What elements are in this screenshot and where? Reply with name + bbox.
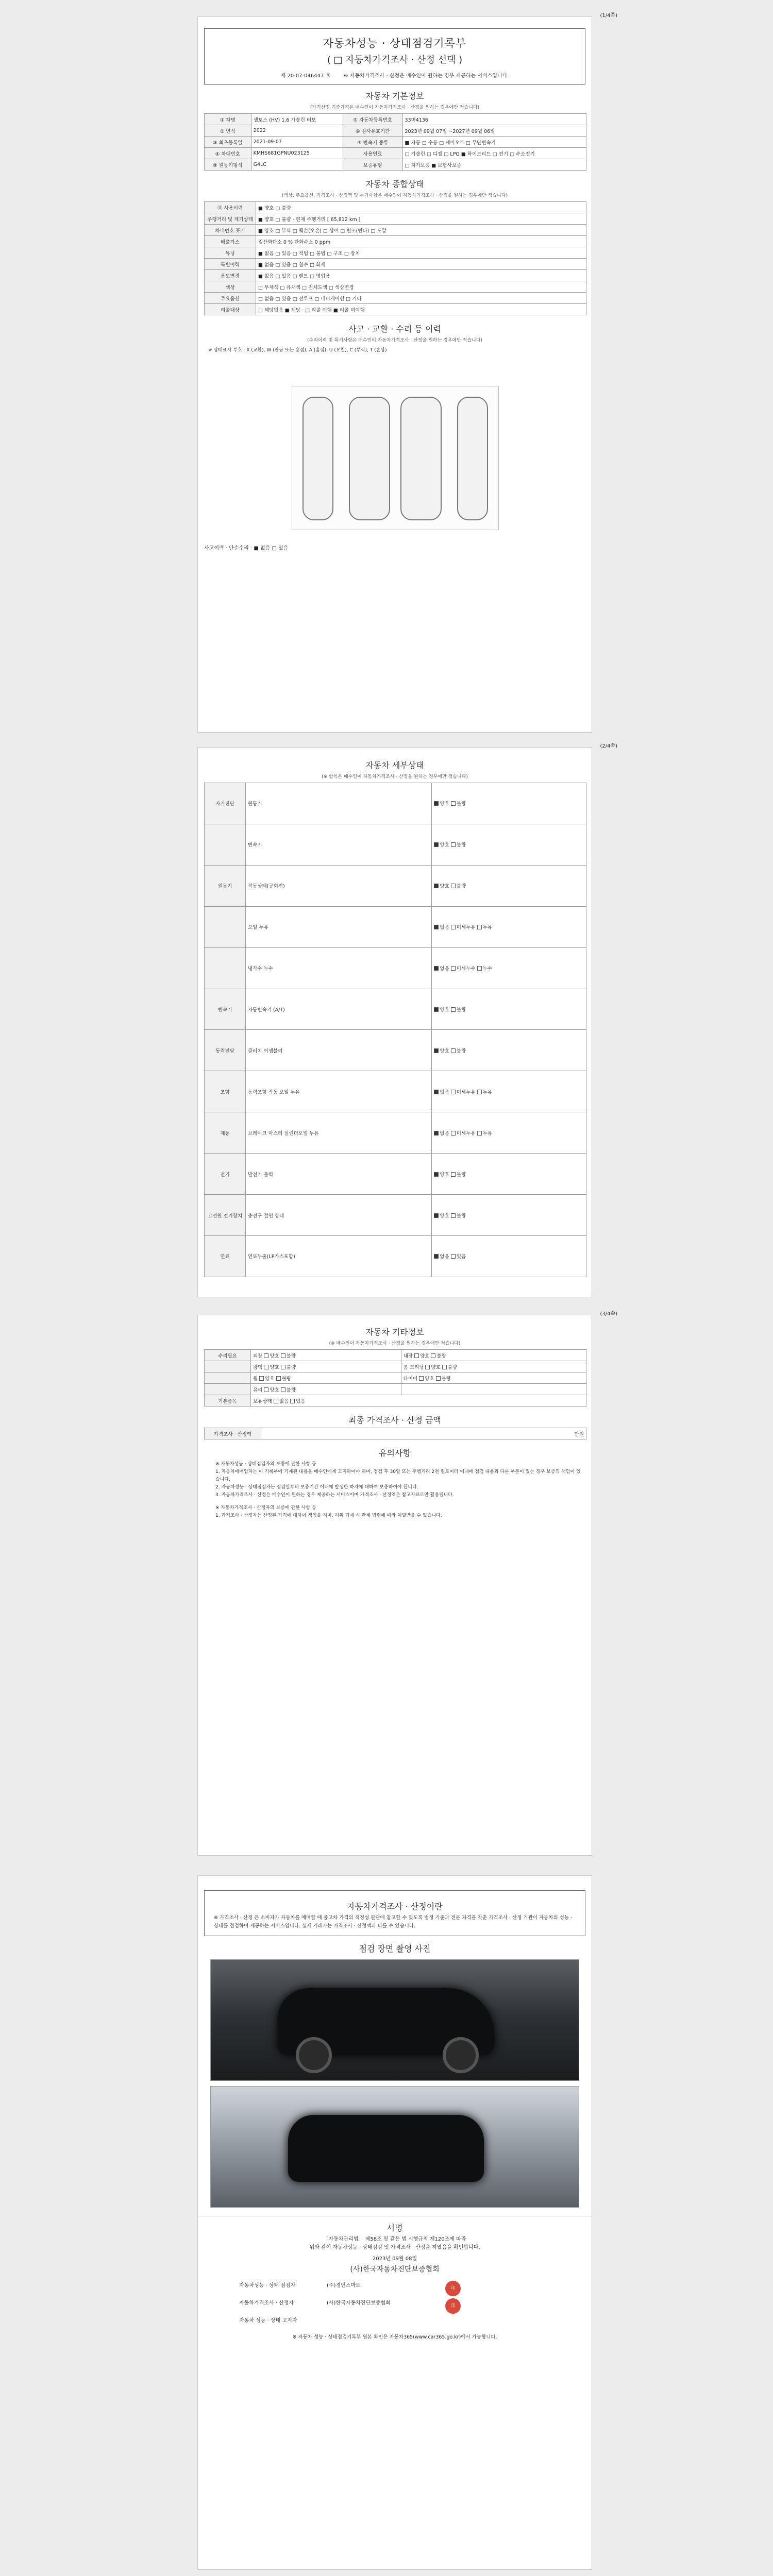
- section-pricing-explain-title: 자동차가격조사 · 산정이란: [347, 1902, 443, 1911]
- page-number: (3/4쪽): [600, 1311, 617, 1317]
- car-top-rear-icon: [400, 397, 442, 520]
- page-1: [197, 13, 617, 733]
- page-2: [197, 743, 617, 1297]
- section-signature-title: 서명: [198, 2216, 592, 2233]
- seal-stamp: 印: [445, 2298, 461, 2314]
- section-price-title: 최종 가격조사 · 산정 금액: [348, 1415, 441, 1425]
- signer-row: 자동차가격조사 · 산정자 (사)한국자동차진단보증협회 印: [239, 2298, 592, 2314]
- price-table: 가격조사 · 산정액 만원: [204, 1428, 586, 1439]
- page-number: (2/4쪽): [600, 743, 617, 749]
- table-row: ① 차명 셀토스 (HV) 1.6 가솔린 터보 ⑤ 자동차등록번호 33머4136: [205, 114, 586, 125]
- page-4: [197, 1875, 592, 2570]
- pricing-explanation-box: [204, 1890, 585, 1936]
- section-overall-note: (색상, 주요옵션, 가격조사 · 산정액 및 특기사항은 매수인이 자동차가격조사 · 산정을 원하는 경우에만 적습니다): [281, 193, 508, 198]
- signature-date: 2023년 09월 08일: [372, 2256, 417, 2262]
- section-other-note: (※ 매수인이 자동차가격조사 · 산정을 원하는 경우에만 적습니다): [329, 1341, 461, 1346]
- list-item: 2. 자동차성능 · 상태점검자는 점검일부터 보증기간 이내에 발생한 하자에 대하여 보증하여야 합니다.: [215, 1485, 418, 1490]
- other-info-table: 수리필요 외장 양호 불량 내장 양호 불량 광택 양호 불량 룸 크리닝 양호 불량 휠 양호 불량 타이어 양호 불량 유리 양호 불량 기본품목 보유상태 없음 있음: [204, 1349, 586, 1406]
- table-row: 리콜대상 □ 해당없음 ■ 해당 · □ 리콜 이행 ■ 리콜 미이행: [205, 304, 586, 315]
- table-row: 용도변경 ■ 없음 □ 있음 □ 렌트 □ 영업용: [205, 270, 586, 281]
- section-detail-title: 자동차 세부상태: [365, 760, 424, 770]
- table-row: 배출가스 일산화탄소 0 % 탄화수소 0 ppm: [205, 236, 586, 247]
- notice-list: [215, 1461, 584, 1520]
- list-item: ※ 자동차성능 · 상태점검자의 보증에 관한 사항 등: [215, 1462, 316, 1467]
- seal-stamp: 印: [445, 2281, 461, 2296]
- table-row: 주요옵션 □ 없음 □ 있음 □ 선루프 □ 네비게이션 □ 기타: [205, 293, 586, 304]
- list-item: 3. 자동차가격조사 · 산정은 매수인이 원하는 경우 제공하는 서비스이며 가격조사 · 산정액은 참고자료로만 활용됩니다.: [215, 1493, 454, 1498]
- section-accident-title: 사고 · 교환 · 수리 등 이력: [348, 324, 441, 334]
- accident-legend: ※ 상태표시 부호 : X (교환), W (판금 또는 용접), A (흠집), U (요철), C (부식), T (손상): [208, 348, 387, 353]
- table-row: ③ 최초등록일 2021-09-07 ⑦ 변속기 종류 ■ 자동 □ 수동 □ 세미오토 □ 무단변속기: [205, 137, 586, 148]
- section-accident-note: (수리이력 및 특기사항은 매수인이 자동차가격조사 · 산정을 원하는 경우에만 적습니다): [307, 338, 482, 343]
- list-item: ※ 자동차가격조사 · 산정자의 보증에 관한 사항 등: [215, 1505, 316, 1511]
- inspection-photo-front: [210, 1959, 579, 2081]
- signature-org: (사)한국자동차진단보증협회: [350, 2265, 440, 2274]
- table-row: 튜닝 ■ 없음 □ 있음 □ 적법 □ 불법 □ 구조 □ 장치: [205, 247, 586, 259]
- table-row: ④ 차대번호 KMHS681GPNU023125 사용연료 □ 가솔린 □ 디젤 □ LPG ■ 하이브리드 □ 전기 □ 수소전기: [205, 148, 586, 159]
- car-side-right-icon: [457, 397, 488, 520]
- section-detail-note: (※ 항목은 매수인이 자동차가격조사 · 산정을 원하는 경우에만 적습니다): [322, 774, 468, 779]
- signature-footer: ※ 자동차 성능 · 상태점검기록부 원본 확인은 자동차365(www.car365.go.kr)에서 가능합니다.: [292, 2334, 497, 2340]
- table-row: 색상 □ 무채색 □ 유채색 □ 전체도색 □ 색상변경: [205, 281, 586, 293]
- car-top-front-icon: [349, 397, 390, 520]
- section-other-title: 자동차 기타정보: [365, 1327, 424, 1337]
- overall-status-table: [204, 201, 586, 315]
- section-basic-info-title: 자동차 기본정보: [365, 91, 424, 101]
- table-row: ⑨ 원동기형식 G4LC 보증유형 □ 자가보증 ■ 보험사보증: [205, 159, 586, 171]
- table-row: 차대번호 표기 ■ 양호 □ 부식 □ 훼손(오손) □ 상이 □ 변조(변타) □ 도말: [205, 225, 586, 236]
- section-basic-info-note: (가격산정 기준가격은 매수인이 자동차가격조사 · 산정을 원하는 경우에만 적습니다): [310, 105, 480, 110]
- pricing-explain-text: ※ 가격조사 · 산정 은 소비자가 자동차를 매매할 때 중고차 가격의 적정성 판단에 참고할 수 있도록 법정 기준과 전문 자격을 갖춘 가격조사 · 산정 기관이 자동차의 성능 · 상태를 점검하여 제공하는 서비스입니다. 실제 거래가는 가격조사 · 산정액과 다를 수 있습니다.: [214, 1915, 573, 1929]
- list-item: 1. 자동차매매업자는 이 기록부에 기재된 내용을 매수인에게 고지하여야 하며, 점검 후 30일 또는 주행거리 2천 킬로미터 이내에 점검 내용과 다른 부분이 있는 경우 보증의 책임이 있습니다.: [215, 1469, 581, 1482]
- page-number: (1/4쪽): [600, 13, 617, 19]
- table-row: ⑪ 사용이력 ■ 양호 □ 불량: [205, 202, 586, 213]
- document-subtitle: ( □ 자동차가격조사 · 산정 선택 ): [327, 55, 463, 65]
- table-row: 주행거리 및 계기상태 ■ 양호 □ 불량 · 현재 주행거리 [ 65,812 km ]: [205, 213, 586, 225]
- basic-info-table: [204, 113, 586, 171]
- accident-history: 사고이력 · 단순수리 · ■ 없음 □ 있음: [204, 546, 289, 551]
- signer-row: 자동차 성능 · 상태 고지자: [239, 2318, 297, 2324]
- page-3: [197, 1311, 617, 1856]
- signature-statement: 「자동차관리법」 제58조 및 같은 법 시행규칙 제120조에 따라 위와 같이 자동차성능 · 상태점검 및 가격조사 · 산정을 하였음을 확인합니다. 2023년 09월 08일 (사)한국자동차진단보증협회: [198, 2235, 592, 2274]
- document-title-box: [204, 28, 585, 84]
- table-row: ② 연식 2022 ⑥ 검사유효기간 2023년 09월 07일 ~2027년 09월 06일: [205, 125, 586, 137]
- detail-status-table: 자기진단 원동기 양호 불량 변속기 양호 불량 원동기 작동상태(공회전) 양호 불량 오일 누유 없음 미세누유 누유 냉각수 누수 없음 미세누수 누수 변속기 자동변속기 (A/T) 양호 불량 동력전달 클러치 어셈블리 양호 불량 조향 동력조향 작동 오일 누유 없음 미세누유 누유 제동 브레이크 마스터 실린더오일 누유 없음 미세누유 누유 전기 발전기 출력 양호 불량 고전원 전기장치 충전구 절연 상태 양호 불량 연료 연료누출(LP가스포함) 없음 있음: [204, 783, 586, 1277]
- car-diagram-box: [292, 386, 499, 530]
- section-notice-title: 유의사항: [379, 1448, 411, 1458]
- record-number: 제 20-07-046447 호: [280, 73, 331, 79]
- list-item: 1. 가격조사 · 산정자는 산정된 가격에 대하여 책임을 지며, 허위 기재 시 관계 법령에 따라 처벌받을 수 있습니다.: [215, 1513, 442, 1518]
- section-photo-title: 점검 장면 촬영 사진: [359, 1944, 431, 1954]
- service-note: ※ 자동차가격조사 · 산정은 매수인이 원하는 경우 제공하는 서비스입니다.: [344, 73, 509, 79]
- inspection-photo-rear: [210, 2086, 579, 2208]
- signer-row: 자동차성능 · 상태 점검자 (주)경인스마트 印: [239, 2281, 592, 2296]
- car-side-left-icon: [303, 397, 333, 520]
- section-overall-title: 자동차 종합상태: [365, 179, 424, 189]
- document-title: 자동차성능 · 상태점검기록부: [323, 37, 467, 49]
- inspection-photos: [210, 1959, 579, 2208]
- table-row: 특별이력 ■ 없음 □ 있음 □ 침수 □ 화재: [205, 259, 586, 270]
- vehicle-diagram: [204, 353, 585, 595]
